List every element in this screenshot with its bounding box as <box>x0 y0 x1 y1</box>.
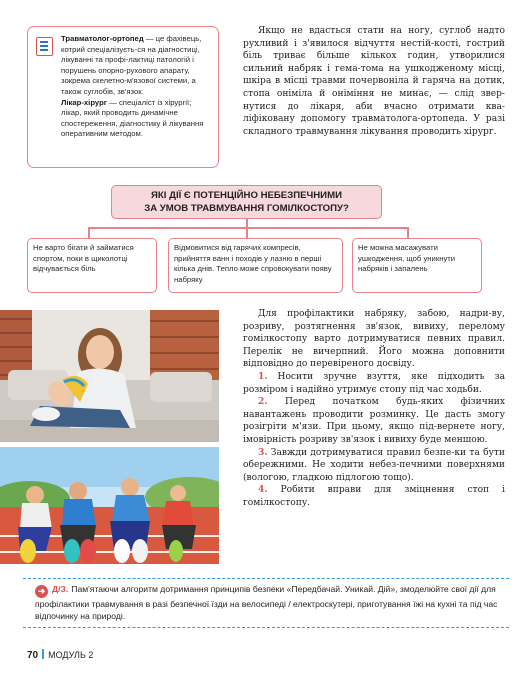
option-box: Не варто бігати й займатися спортом, поки в щиколотці відчувається біль <box>27 238 157 293</box>
arrow-right-icon: ➜ <box>35 585 48 598</box>
rule-text: Носити зручне взуття, яке підходить за розміром і надійно утримує стопу під час ходьби. <box>243 371 505 395</box>
photo-kids-stretching <box>0 447 219 564</box>
notebook-icon <box>36 37 53 56</box>
option-box: Відмовитися від гарячих компресів, прийняття ванн і походів у лазню в перші кілька днів. Тепло може спровокувати появу набряку <box>168 238 343 293</box>
module-label: МОДУЛЬ 2 <box>48 650 94 660</box>
question-line-2: ЗА УМОВ ТРАВМУВАННЯ ГОМІЛКОСТОПУ? <box>144 203 349 214</box>
question-banner <box>111 185 382 219</box>
rule-number: 2. <box>258 396 268 408</box>
definition-traumatologist: — це фахівець, котрий спеціалізуєть-ся на діагностиці, лікуванні та профі-лактиці патологій і порушень опорно-рухового апарату, зокрема скелетно-м'язової системи, а також суглобів, зв'язок. <box>61 34 202 96</box>
homework-text: Пам'ятаючи алгоритм дотримання принципів безпеки «Передбачай. Уникай. Дій», змоделюйте свої дії для профілактики травмування в разі безпечної їзди на велосипеді / електроскутері, приготування їжі на кухні та під час відпочинку на природі. <box>35 584 498 622</box>
homework-label: Д/З. <box>52 584 69 594</box>
page-number: 70 <box>27 650 39 661</box>
rule-item <box>243 396 505 446</box>
question-line-1: ЯКІ ДІЇ Є ПОТЕНЦІЙНО НЕБЕЗПЕЧНИМИ <box>151 190 342 201</box>
rule-text: Перед початком будь-яких фізичних навантажень проводити розминку. Це дасть змогу розігріти м'язи. При цьому, якщо під-вернете ногу, імовірність розриву зв'язок і вивиху буде меншою. <box>243 397 505 445</box>
rule-text: Завжди дотримуватися правил безпе-ки та бути обережними. Не ходити небез-печними поверхнями (вологою, гладкою підлогою тощо). <box>243 447 505 483</box>
definition-surgeon: — спеціаліст із хірургії; лікар, який проводить динамічне спостереження, діагностику й лікування оперативним методом. <box>61 97 204 139</box>
rule-item <box>243 484 505 509</box>
prevention-section <box>243 308 505 510</box>
intro-paragraph: Якщо не вдасться стати на ногу, суглоб надто рухливий і з'явилося відчуття нестій-кості, гострий біль триває більше кількох годин, утворилися сильний набряк і гема-тома на ушкодженому місці, шкіра в місці травми почервоніла й гаряча на дотик, стопа оніміла й оніміння не минає, — слід звер-нутися до лікаря, аби вчасно отримати ква-ліфіковану допомогу травматолога-ортопеда. У разі складного травмування лікування проводить хірург. <box>243 26 505 137</box>
rule-number: 4. <box>258 484 268 496</box>
rule-item <box>243 447 505 485</box>
option-box: Не можна масажувати ушкодження, щоб уникнути набряків і запалень <box>352 238 482 293</box>
connector-line <box>407 227 409 238</box>
rule-number: 3. <box>258 446 268 458</box>
rule-number: 1. <box>258 370 268 382</box>
definition-box <box>27 26 219 168</box>
footer-divider <box>42 649 44 659</box>
connector-line <box>246 227 248 238</box>
term-surgeon: Лікар-хірург <box>61 97 107 107</box>
homework-box <box>23 578 509 628</box>
rule-text: Робити вправи для зміцнення стоп і гомілкостопу. <box>243 485 505 508</box>
photo-woman-on-sofa <box>0 310 219 442</box>
page-footer <box>27 649 93 661</box>
connector-line <box>88 227 90 238</box>
rule-item <box>243 371 505 396</box>
connector-line <box>88 227 408 229</box>
prevention-intro: Для профілактики набряку, забою, надри-ву, розриву, розтягнення зв'язок, вивиху, перелому гомілкостопу варто дотримуватися певних правил. Перелік не вичерпний. Його можна доповнити відповідно до перевіреного досвіду. <box>243 309 505 370</box>
term-traumatologist: Травматолог-ортопед <box>61 34 144 43</box>
